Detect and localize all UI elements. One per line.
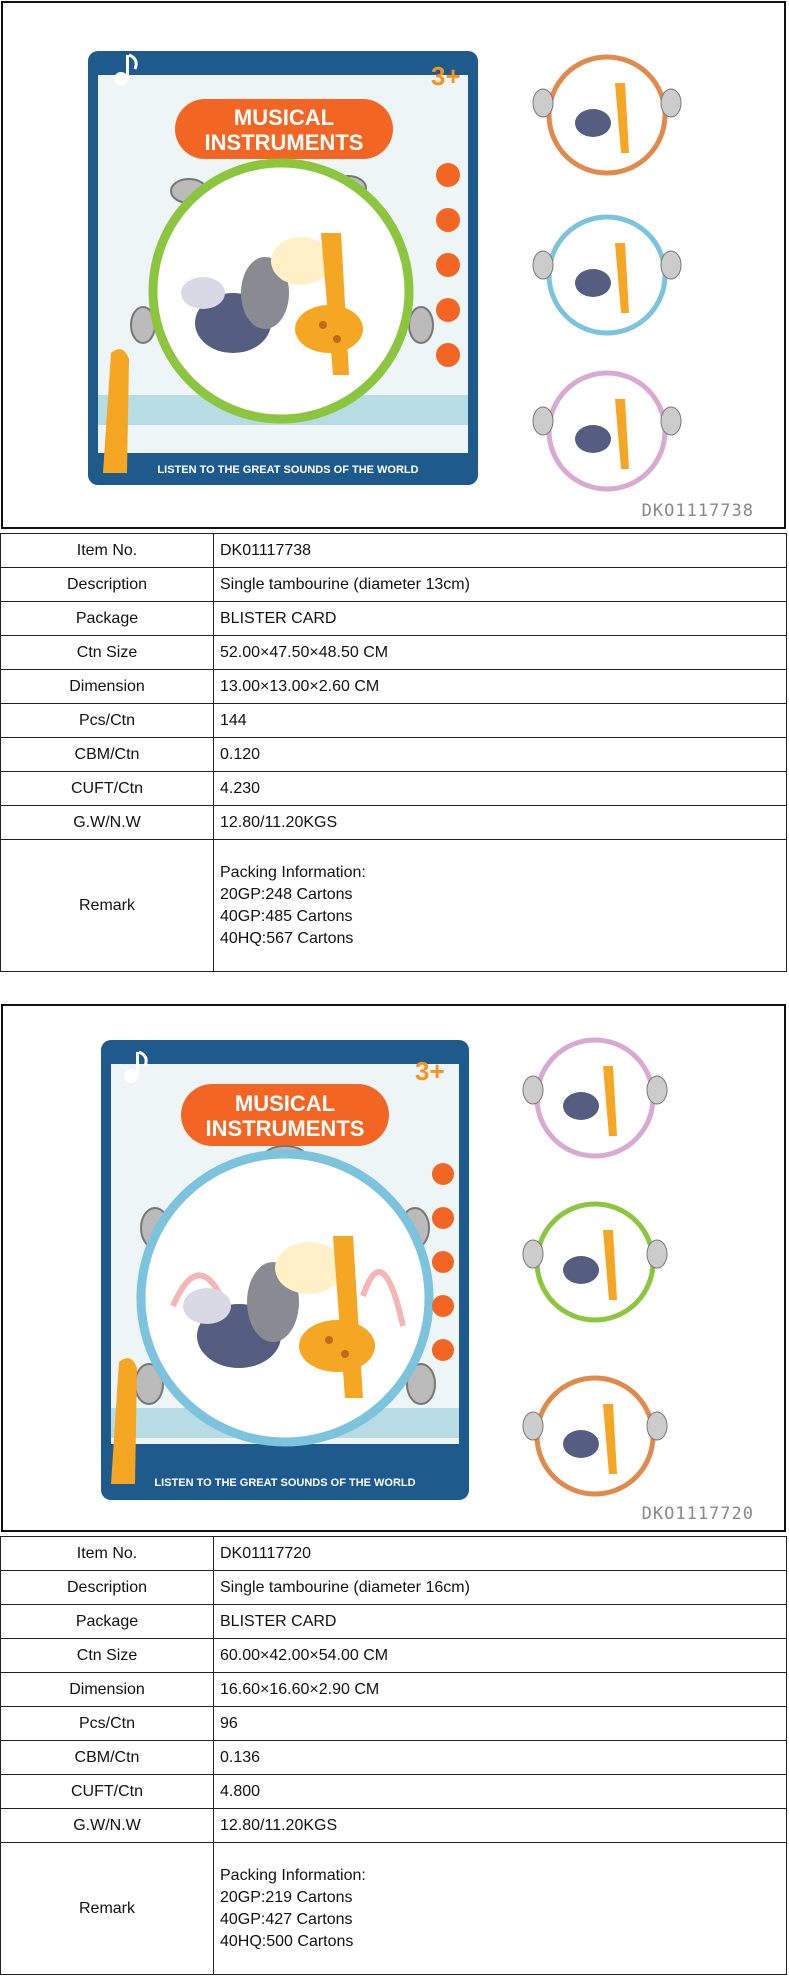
spec-value: Single tambourine (diameter 13cm) [214, 568, 787, 602]
spec-value: BLISTER CARD [214, 602, 787, 636]
remark-line: 20GP:219 Cartons [220, 1888, 353, 1906]
table-row [1, 772, 787, 806]
variant-thumbnail-2 [533, 217, 681, 333]
spec-value: 60.00×42.00×54.00 CM [214, 1639, 787, 1673]
table-row [1, 806, 787, 840]
remark-line: Packing Information: [220, 863, 366, 881]
spec-value: 52.00×47.50×48.50 CM [214, 636, 787, 670]
table-row [1, 1673, 787, 1707]
table-row [1, 636, 787, 670]
spec-label: Pcs/Ctn [1, 704, 214, 738]
table-row [1, 1775, 787, 1809]
variant-thumbnail-3 [533, 373, 681, 489]
product-photo [1, 1004, 786, 1532]
spec-label: Item No. [1, 1537, 214, 1571]
table-row [1, 1741, 787, 1775]
table-row [1, 1707, 787, 1741]
card-tagline: LISTEN TO THE GREAT SOUNDS OF THE WORLD [154, 1477, 416, 1489]
spec-value: 96 [214, 1707, 787, 1741]
spec-label: Dimension [1, 1673, 214, 1707]
table-row [1, 1571, 787, 1605]
card-title-line1: MUSICAL [234, 1091, 336, 1116]
spec-label: G.W/N.W [1, 1809, 214, 1843]
spec-label: Ctn Size [1, 636, 214, 670]
table-row [1, 704, 787, 738]
spec-label: G.W/N.W [1, 806, 214, 840]
remark-line: 40HQ:567 Cartons [220, 929, 354, 947]
spec-label: Ctn Size [1, 1639, 214, 1673]
remark-value [214, 1843, 787, 1975]
remark-label: Remark [1, 840, 214, 972]
variant-thumbnail-1 [533, 57, 681, 173]
remark-line: 40HQ:500 Cartons [220, 1932, 354, 1950]
spec-value: DK01117720 [214, 1537, 787, 1571]
spec-value: 12.80/11.20KGS [214, 1809, 787, 1843]
spec-value: 0.136 [214, 1741, 787, 1775]
spec-value: 0.120 [214, 738, 787, 772]
table-row [1, 1537, 787, 1571]
remark-line: 40GP:427 Cartons [220, 1910, 353, 1928]
spec-label: Package [1, 1605, 214, 1639]
table-row [1, 670, 787, 704]
spec-label: CBM/Ctn [1, 1741, 214, 1775]
remark-value [214, 840, 787, 972]
card-title-line2: INSTRUMENTS [205, 1116, 365, 1141]
spec-value: BLISTER CARD [214, 1605, 787, 1639]
spec-label: Description [1, 568, 214, 602]
table-row [1, 1809, 787, 1843]
spec-value: 4.230 [214, 772, 787, 806]
variant-thumbnail-2 [523, 1204, 667, 1320]
spec-value: 16.60×16.60×2.90 CM [214, 1673, 787, 1707]
table-row [1, 568, 787, 602]
spec-value: 12.80/11.20KGS [214, 806, 787, 840]
table-row [1, 1605, 787, 1639]
variant-thumbnail-3 [523, 1378, 667, 1494]
card-title-line2: INSTRUMENTS [204, 130, 364, 155]
spec-table [0, 1536, 787, 1975]
remark-line: 40GP:485 Cartons [220, 907, 353, 925]
card-tagline: LISTEN TO THE GREAT SOUNDS OF THE WORLD [157, 464, 419, 476]
spec-value: Single tambourine (diameter 16cm) [214, 1571, 787, 1605]
spec-label: CUFT/Ctn [1, 772, 214, 806]
remark-line: 20GP:248 Cartons [220, 885, 353, 903]
spec-label: Package [1, 602, 214, 636]
card-title-line1: MUSICAL [233, 105, 335, 130]
product-illustration [3, 1006, 786, 1532]
table-row [1, 1639, 787, 1673]
age-badge: 3+ [431, 61, 461, 91]
spec-label: CBM/Ctn [1, 738, 214, 772]
spec-label: Description [1, 1571, 214, 1605]
spec-value: 144 [214, 704, 787, 738]
table-row [1, 534, 787, 568]
spec-label: Dimension [1, 670, 214, 704]
age-badge: 3+ [415, 1056, 445, 1086]
product-illustration [3, 3, 786, 529]
spec-value: 4.800 [214, 1775, 787, 1809]
remark-line: Packing Information: [220, 1866, 366, 1884]
spec-label: Pcs/Ctn [1, 1707, 214, 1741]
spec-value: 13.00×13.00×2.60 CM [214, 670, 787, 704]
spec-label: CUFT/Ctn [1, 1775, 214, 1809]
photo-code-label: DKO1117738 [641, 501, 754, 521]
variant-thumbnail-1 [523, 1040, 667, 1156]
remark-row [1, 1843, 787, 1975]
spec-label: Item No. [1, 534, 214, 568]
spec-table [0, 533, 787, 972]
remark-row [1, 840, 787, 972]
photo-code-label: DKO1117720 [641, 1504, 754, 1524]
table-row [1, 602, 787, 636]
spec-value: DK01117738 [214, 534, 787, 568]
table-row [1, 738, 787, 772]
remark-label: Remark [1, 1843, 214, 1975]
product-photo [1, 1, 786, 529]
